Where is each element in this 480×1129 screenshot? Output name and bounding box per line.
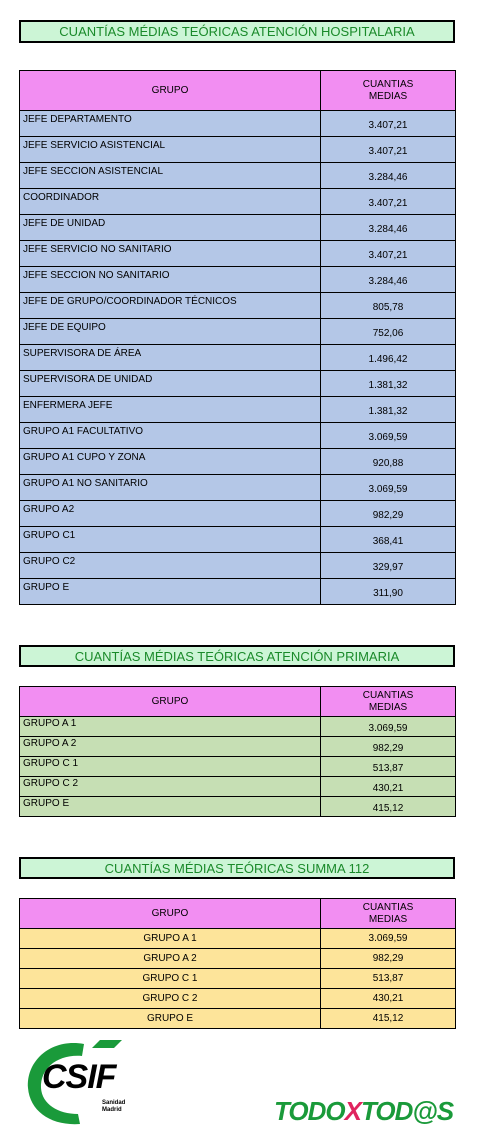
csif-sub-line1: Sanidad (102, 1100, 126, 1106)
table-row (20, 111, 456, 137)
row-label: SUPERVISORA DE ÁREA (20, 345, 321, 371)
table-row (20, 475, 456, 501)
header-cuantias: CUANTIAS MEDIAS (321, 71, 456, 111)
row-value: 329,97 (321, 553, 456, 579)
row-value: 3.284,46 (321, 215, 456, 241)
row-label: GRUPO C2 (20, 553, 321, 579)
row-value: 3.407,21 (321, 111, 456, 137)
row-label: GRUPO A 2 (20, 737, 321, 757)
todo-x-todos-logo (274, 1096, 453, 1127)
row-label: GRUPO C1 (20, 527, 321, 553)
table-row (20, 319, 456, 345)
table-row (20, 293, 456, 319)
row-value: 982,29 (321, 737, 456, 757)
header-cuantias: CUANTIAS MEDIAS (321, 899, 456, 929)
row-label: GRUPO C 1 (20, 969, 321, 989)
row-value: 3.069,59 (321, 475, 456, 501)
row-value: 3.407,21 (321, 189, 456, 215)
row-label: GRUPO E (20, 1009, 321, 1029)
csif-wordmark: CSIF (42, 1058, 116, 1096)
row-value: 3.407,21 (321, 241, 456, 267)
row-label: GRUPO C 2 (20, 989, 321, 1009)
table-row (20, 397, 456, 423)
row-label: GRUPO A2 (20, 501, 321, 527)
table-row (20, 553, 456, 579)
table-row (20, 579, 456, 605)
row-value: 920,88 (321, 449, 456, 475)
table-row (20, 137, 456, 163)
row-label: JEFE DEPARTAMENTO (20, 111, 321, 137)
table-row (20, 449, 456, 475)
row-value: 3.284,46 (321, 163, 456, 189)
row-value: 430,21 (321, 777, 456, 797)
row-label: GRUPO E (20, 797, 321, 817)
row-value: 3.407,21 (321, 137, 456, 163)
hospital-header-row (20, 71, 456, 111)
primaria-table (19, 686, 456, 817)
row-label: JEFE SERVICIO ASISTENCIAL (20, 137, 321, 163)
row-value: 1.381,32 (321, 371, 456, 397)
table-row (20, 527, 456, 553)
row-label: JEFE SERVICIO NO SANITARIO (20, 241, 321, 267)
row-value: 1.496,42 (321, 345, 456, 371)
primaria-header-row (20, 687, 456, 717)
table-row (20, 929, 456, 949)
hospital-table (19, 70, 456, 605)
table-row (20, 345, 456, 371)
row-value: 513,87 (321, 757, 456, 777)
row-value: 311,90 (321, 579, 456, 605)
row-label: JEFE SECCION ASISTENCIAL (20, 163, 321, 189)
row-label: GRUPO E (20, 579, 321, 605)
table-row (20, 969, 456, 989)
row-label: GRUPO A 2 (20, 949, 321, 969)
row-value: 3.284,46 (321, 267, 456, 293)
header-grupo: GRUPO (20, 899, 321, 929)
summa-title: CUANTÍAS MÉDIAS TEÓRICAS SUMMA 112 (19, 857, 455, 879)
primaria-title: CUANTÍAS MÉDIAS TEÓRICAS ATENCIÓN PRIMARIA (19, 645, 455, 667)
row-label: GRUPO A1 FACULTATIVO (20, 423, 321, 449)
table-row (20, 737, 456, 757)
row-label: GRUPO C 1 (20, 757, 321, 777)
row-value: 415,12 (321, 1009, 456, 1029)
table-row (20, 757, 456, 777)
table-row (20, 797, 456, 817)
summa-header-row (20, 899, 456, 929)
table-row (20, 501, 456, 527)
table-row (20, 717, 456, 737)
row-value: 752,06 (321, 319, 456, 345)
row-value: 805,78 (321, 293, 456, 319)
row-value: 982,29 (321, 501, 456, 527)
todo-part1: TODO (274, 1096, 345, 1126)
row-label: GRUPO C 2 (20, 777, 321, 797)
row-label: SUPERVISORA DE UNIDAD (20, 371, 321, 397)
header-grupo: GRUPO (20, 687, 321, 717)
row-value: 3.069,59 (321, 423, 456, 449)
table-row (20, 215, 456, 241)
table-row (20, 1009, 456, 1029)
row-value: 3.069,59 (321, 717, 456, 737)
table-row (20, 949, 456, 969)
table-row (20, 267, 456, 293)
row-label: GRUPO A 1 (20, 929, 321, 949)
row-value: 3.069,59 (321, 929, 456, 949)
row-value: 982,29 (321, 949, 456, 969)
table-row (20, 189, 456, 215)
table-row (20, 423, 456, 449)
row-value: 430,21 (321, 989, 456, 1009)
todo-part2: TOD@S (360, 1096, 454, 1126)
row-label: JEFE SECCION NO SANITARIO (20, 267, 321, 293)
row-label: JEFE DE UNIDAD (20, 215, 321, 241)
hospital-title: CUANTÍAS MÉDIAS TEÓRICAS ATENCIÓN HOSPITALARIA (19, 20, 455, 43)
row-value: 415,12 (321, 797, 456, 817)
table-row (20, 163, 456, 189)
table-row (20, 989, 456, 1009)
row-label: GRUPO A1 NO SANITARIO (20, 475, 321, 501)
csif-sub-line2: Madrid (102, 1107, 122, 1113)
todo-x: X (344, 1096, 361, 1126)
row-label: GRUPO A1 CUPO Y ZONA (20, 449, 321, 475)
row-value: 513,87 (321, 969, 456, 989)
header-grupo: GRUPO (20, 71, 321, 111)
table-row (20, 371, 456, 397)
summa-table (19, 898, 456, 1029)
row-label: ENFERMERA JEFE (20, 397, 321, 423)
row-value: 1.381,32 (321, 397, 456, 423)
row-label: JEFE DE GRUPO/COORDINADOR TÉCNICOS (20, 293, 321, 319)
csif-subtitle (102, 1100, 125, 1114)
table-row (20, 241, 456, 267)
row-label: GRUPO A 1 (20, 717, 321, 737)
row-value: 368,41 (321, 527, 456, 553)
row-label: JEFE DE EQUIPO (20, 319, 321, 345)
row-label: COORDINADOR (20, 189, 321, 215)
header-cuantias: CUANTIAS MEDIAS (321, 687, 456, 717)
table-row (20, 777, 456, 797)
